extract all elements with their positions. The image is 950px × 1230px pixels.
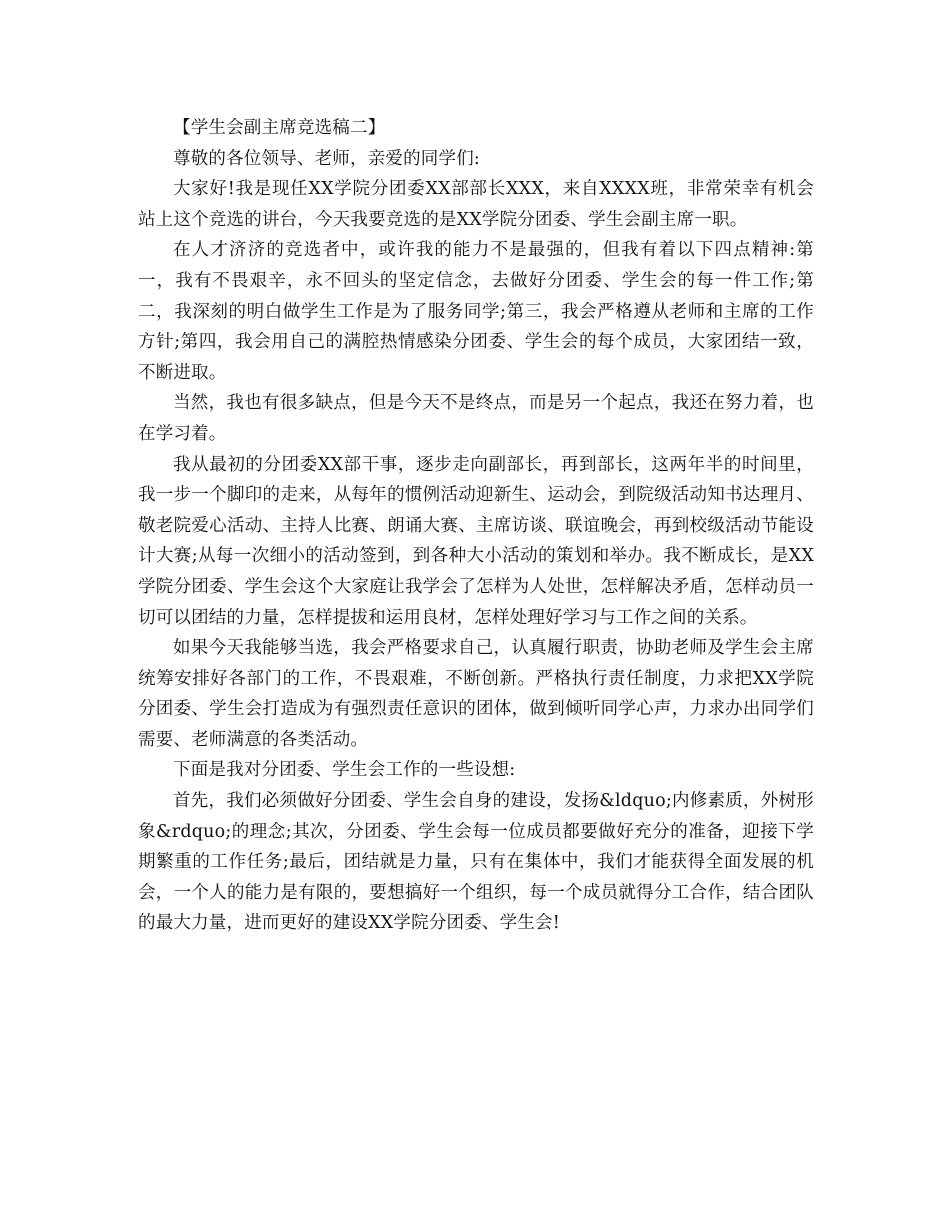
paragraph: 大家好!我是现任XX学院分团委XX部部长XXX，来自XXXX班，非常荣幸有机会站上这个竞选的讲台，今天我要竞选的是XX学院分团委、学生会副主席一职。	[138, 179, 814, 230]
paragraph: 在人才济济的竞选者中，或许我的能力不是最强的，但我有着以下四点精神:第一，我有不畏艰辛，永不回头的坚定信念，去做好分团委、学生会的每一件工作;第二，我深刻的明白做学生工作是为了服务同学;第三，我会严格遵从老师和主席的工作方针;第四，我会用自己的满腔热情感染分团委、学生会的每个成员，大家团结一致，不断进取。	[138, 240, 814, 383]
paragraph: 我从最初的分团委XX部干事，逐步走向副部长，再到部长，这两年半的时间里，我一步一个脚印的走来，从每年的惯例活动迎新生、运动会，到院级活动知书达理月、敬老院爱心活动、主持人比赛、朗诵大赛、主席访谈、联谊晚会，再到校级活动节能设计大赛;从每一次细小的活动签到，到各种大小活动的策划和举办。我不断成长，是XX学院分团委、学生会这个大家庭让我学会了怎样为人处世，怎样解决矛盾，怎样动员一切可以团结的力量，怎样提拔和运用良材，怎样处理好学习与工作之间的关系。	[138, 454, 814, 628]
paragraph: 首先，我们必须做好分团委、学生会自身的建设，发扬&ldquo;内修素质，外树形象&rdquo;的理念;其次，分团委、学生会每一位成员都要做好充分的准备，迎接下学期繁重的工作任务;最后，团结就是力量，只有在集体中，我们才能获得全面发展的机会，一个人的能力是有限的，要想搞好一个组织，每一个成员就得分工合作，结合团队的最大力量，进而更好的建设XX学院分团委、学生会!	[138, 791, 814, 934]
paragraph: 下面是我对分团委、学生会工作的一些设想:	[173, 760, 516, 781]
salutation: 尊敬的各位领导、老师，亲爱的同学们:	[173, 148, 480, 169]
paragraph: 如果今天我能够当选，我会严格要求自己，认真履行职责，协助老师及学生会主席统筹安排好各部门的工作，不畏艰难，不断创新。严格执行责任制度，力求把XX学院分团委、学生会打造成为有强烈责任意识的团体，做到倾听同学心声，力求办出同学们需要、老师满意的各类活动。	[138, 638, 814, 750]
document-page	[138, 113, 814, 939]
paragraph: 当然，我也有很多缺点，但是今天不是终点，而是另一个起点，我还在努力着，也在学习着。	[138, 393, 814, 444]
document-title: 【学生会副主席竞选稿二】	[173, 118, 386, 138]
